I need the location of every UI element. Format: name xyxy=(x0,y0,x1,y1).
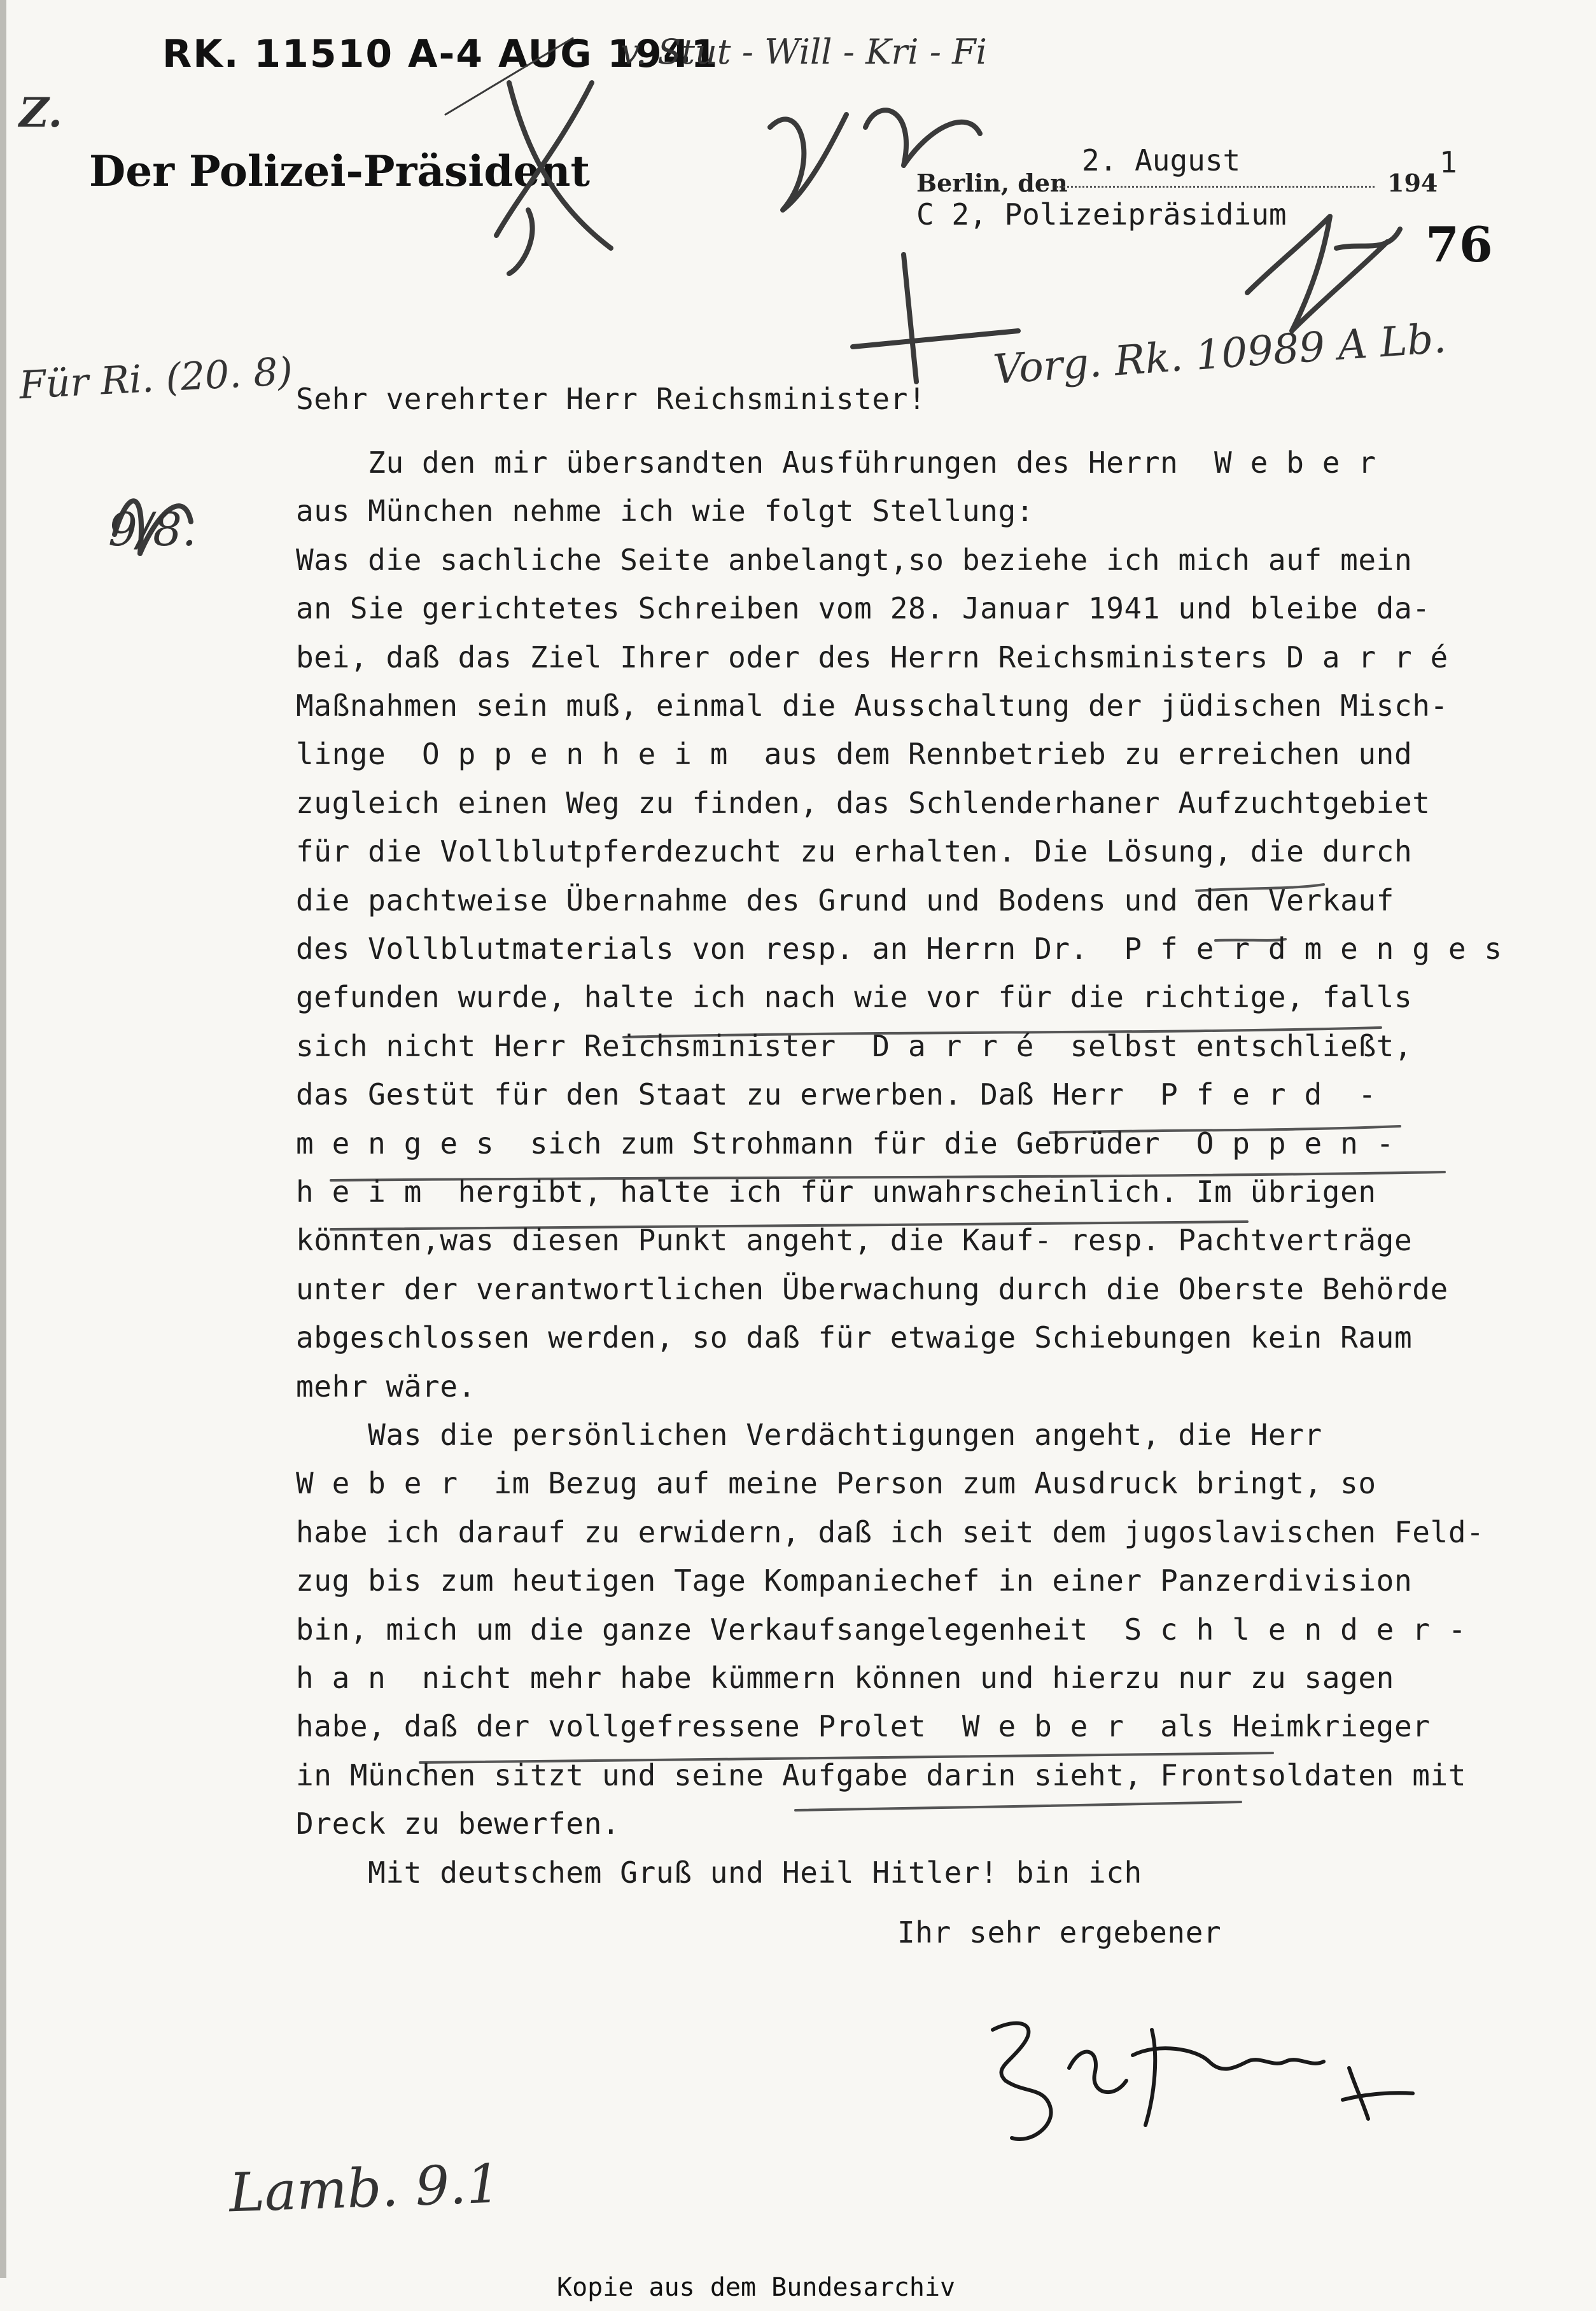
pencil-cross-vertical xyxy=(904,255,916,382)
closing: Ihr sehr ergebener xyxy=(897,1915,1222,1950)
year-prefix: 194 xyxy=(1387,169,1438,197)
pencil-cross-horizontal xyxy=(853,331,1018,347)
letter-line: das Gestüt für den Staat zu erwerben. Daß Herr P f e r d - xyxy=(296,1077,1376,1112)
letter-line: Zu den mir übersandten Ausführungen des Herrn W e b e r xyxy=(296,445,1376,480)
letter-line: Mit deutschem Gruß und Heil Hitler! bin ich xyxy=(296,1855,1142,1890)
letter-line: habe ich darauf zu erwidern, daß ich seit dem jugoslavischen Feld- xyxy=(296,1514,1485,1549)
letter-line: bei, daß das Ziel Ihrer oder des Herrn Reichsministers D a r r é xyxy=(296,639,1448,674)
letter-date: 2. August xyxy=(1082,143,1241,178)
handwritten-reference: Vorg. Rk. 10989 A Lb. xyxy=(991,315,1448,394)
letter-line: in München sitzt und seine Aufgabe darin sieht, Frontsoldaten mit xyxy=(296,1757,1467,1792)
margin-mark: Z. xyxy=(19,89,62,137)
letter-line: bin, mich um die ganze Verkaufsangelegenheit S c h l e n d e r - xyxy=(296,1612,1467,1647)
letter-line: h e i m hergibt, halte ich für unwahrscheinlich. Im übrigen xyxy=(296,1175,1376,1209)
letter-line: zug bis zum heutigen Tage Kompaniechef in einer Panzerdivision xyxy=(296,1563,1413,1598)
pencil-stroke-2 xyxy=(496,83,592,235)
year-suffix: 1 xyxy=(1439,145,1457,179)
letter-line: Maßnahmen sein muß, einmal die Ausschaltung der jüdischen Misch- xyxy=(296,688,1448,723)
underline-aufgabe xyxy=(795,1802,1241,1810)
letter-line: habe, daß der vollgefressene Prolet W e b e r als Heimkrieger xyxy=(296,1709,1431,1744)
letter-line: mehr wäre. xyxy=(296,1369,476,1404)
letter-line: könnten,was diesen Punkt angeht, die Kauf- resp. Pachtverträge xyxy=(296,1223,1413,1258)
margin-note-left: Für Ri. (20. 8) xyxy=(18,349,294,408)
letter-line: aus München nehme ich wie folgt Stellung: xyxy=(296,494,1035,529)
signature xyxy=(967,1992,1425,2157)
letter-line: abgeschlossen werden, so daß für etwaige Schiebungen kein Raum xyxy=(296,1320,1413,1355)
letter-line: m e n g e s sich zum Strohmann für die Gebrüder O p p e n - xyxy=(296,1126,1394,1161)
letter-line: zugleich einen Weg zu finden, das Schlenderhaner Aufzuchtgebiet xyxy=(296,785,1431,820)
pencil-stroke-1 xyxy=(509,83,611,248)
place-label: Berlin, den xyxy=(916,169,1068,197)
pencil-stroke-7 xyxy=(1336,229,1400,248)
office-line: C 2, Polizeipräsidium xyxy=(916,197,1287,232)
bottom-pencil-note: Lamb. 9.1 xyxy=(228,2152,501,2224)
letter-line: des Vollblutmaterials von resp. an Herrn Dr. P f e r d m e n g e s xyxy=(296,932,1502,966)
registry-stamp: RK. 11510 A-4 AUG 1941 xyxy=(162,32,719,76)
letter-line: Was die persönlichen Verdächtigungen angeht, die Herr xyxy=(296,1418,1322,1452)
letter-line: unter der verantwortlichen Überwachung durch die Oberste Behörde xyxy=(296,1271,1448,1306)
pencil-stroke-6 xyxy=(1247,216,1387,331)
ink-line xyxy=(445,38,573,115)
letter-line: W e b e r im Bezug auf meine Person zum Ausdruck bringt, so xyxy=(296,1466,1376,1501)
letter-line: h a n nicht mehr habe kümmern können und hierzu nur zu sagen xyxy=(296,1661,1394,1695)
handwritten-routing-note: v. Stut - Will - Kri - Fi xyxy=(620,32,987,72)
salutation: Sehr verehrter Herr Reichsminister! xyxy=(296,382,927,416)
letter-line: Dreck zu bewerfen. xyxy=(296,1806,620,1841)
pencil-stroke-5 xyxy=(865,110,980,165)
letter-line: gefunden wurde, halte ich nach wie vor für die richtige, falls xyxy=(296,980,1413,1015)
letter-line: linge O p p e n h e i m aus dem Rennbetrieb zu erreichen und xyxy=(296,737,1413,772)
letter-line: sich nicht Herr Reichsminister D a r r é selbst entschließt, xyxy=(296,1028,1413,1063)
letter-line: an Sie gerichtetes Schreiben vom 28. Januar 1941 und bleibe da- xyxy=(296,591,1431,626)
letter-line: die pachtweise Übernahme des Grund und Bodens und den Verkauf xyxy=(296,883,1394,918)
letter-line: für die Vollblutpferdezucht zu erhalten. Die Lösung, die durch xyxy=(296,834,1413,869)
page-number: 76 xyxy=(1425,216,1493,273)
margin-initials: 9/8. xyxy=(108,503,197,556)
archive-footer: Kopie aus dem Bundesarchiv xyxy=(557,2273,956,2302)
letterhead-title: Der Polizei-Präsident xyxy=(89,146,590,196)
pencil-stroke-3 xyxy=(509,210,533,274)
pencil-stroke-4 xyxy=(770,115,846,210)
letter-line: Was die sachliche Seite anbelangt,so beziehe ich mich auf mein xyxy=(296,542,1413,577)
